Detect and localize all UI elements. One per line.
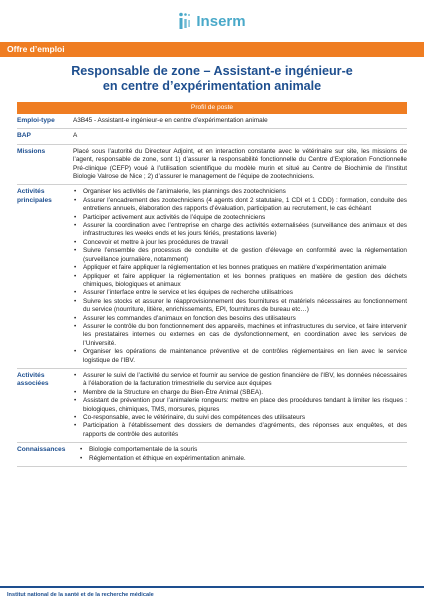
activites-associees-label: Activités associées	[17, 371, 49, 388]
offre-emploi-banner: Offre d’emploi	[0, 42, 424, 57]
list-item: • Appliquer et faire appliquer la réglementation et les bonnes pratiques en matière d’expérimentation animale	[73, 264, 407, 272]
list-item: • Assurer l’interface entre le service et les équipes de recherche utilisatrices	[73, 289, 407, 297]
title-line-2: en centre d’expérimentation animale	[102, 79, 322, 93]
list-item: • Concevoir et mettre à jour les procédures de travail	[73, 239, 407, 247]
list-item: • Suivre les stocks et assurer le réapprovisionnement des fournitures et matériels nécessaires au fonctionnement du service (nourriture, litière, enrichissements, EPI, fournitures de bureau etc…)	[73, 298, 407, 315]
list-item: • Suivre l’ensemble des processus de conduite et de gestion d’élevage en conformité avec la réglementation (surveillance journalière, notamment)	[73, 247, 407, 264]
profil-de-poste-header: Profil de poste	[17, 102, 407, 114]
connaissances-row	[17, 443, 407, 467]
logo-text: Inserm	[196, 12, 246, 30]
activites-associees-list	[73, 372, 407, 439]
emploi-type-value: A3B45 - Assistant-e ingénieur-e en centre d’expérimentation animale	[73, 117, 268, 124]
page-header	[0, 0, 424, 42]
inserm-dotted-i-icon	[178, 12, 192, 30]
inserm-logo	[178, 12, 245, 30]
list-item: • Réglementation et éthique en expérimentation animale.	[79, 455, 407, 463]
missions-label: Missions	[17, 147, 46, 155]
missions-row	[17, 145, 407, 186]
list-item: • Participer activement aux activités de l’équipe de zootechniciens	[73, 214, 407, 222]
emploi-type-label: Emploi-type	[17, 117, 55, 124]
bap-value: A	[73, 132, 78, 140]
list-item: • Biologie comportementale de la souris	[79, 446, 407, 454]
list-item: • Membre de la Structure en charge du Bien-Être Animal (SBEA).	[73, 389, 407, 397]
connaissances-list	[73, 446, 407, 463]
title-line-1: Responsable de zone – Assistant-e ingénieur-e	[71, 64, 353, 78]
page-title	[0, 64, 424, 94]
list-item: • Assurer le suivi de l’activité du service et fournir au service de gestion financière de l’IBV, les données nécessaires à l’élaboration de la facturation trimestrielle du service aux équipes	[73, 372, 407, 389]
footer-rule	[0, 586, 424, 588]
list-item: • Organiser les opérations de maintenance préventive et de contrôles réglementaires en lien avec le service logistique de l’IBV.	[73, 348, 407, 365]
list-item: • Assurer la coordination avec l’entreprise en charge des activités externalisées (surveillance des animaux et des infrastructures les weeks ends et les jours fériés, prestations laverie)	[73, 222, 407, 239]
activites-principales-list	[73, 188, 407, 365]
list-item: • Assistant de prévention pour l’animalerie rongeurs: mettre en place des procédures tendant à limiter les risques : biologiques, chimiques, TMS, morsures, piqures	[73, 397, 407, 414]
activites-associees-row	[17, 369, 407, 443]
page-footer	[0, 586, 424, 600]
missions-value: Placé sous l’autorité du Directeur Adjoint, et en interaction constante avec le vétérinaire sur site, les missions de l’agent, responsable de zone, sont 1) d’assurer la responsabilité fonctionnelle du Centre d’Exploration Fonctionnelle Pré-clinique (CEFP) voué à l’utilisation scientifique du modèle murin et situé au Centre de Biochimie de l’Institut Biologie Valrose de Nice ; 2) d’assurer le management de l’équipe de zootechniciens.	[73, 147, 407, 181]
emploi-type-row	[17, 114, 407, 129]
footer-text: Institut national de la santé et de la recherche médicale	[7, 591, 154, 598]
list-item: • Organiser les activités de l’animalerie, les plannings des zootechniciens	[73, 188, 407, 196]
list-item: • Appliquer et faire appliquer la réglementation et les bonnes pratiques en matière de gestion des déchets chimiques, biologiques et animaux	[73, 273, 407, 290]
list-item: • Assurer les commandes d’animaux en fonction des besoins des utilisateurs	[73, 315, 407, 323]
list-item: • Assurer l’encadrement des zootechniciens (4 agents dont 2 statutaire, 1 CDI et 1 CDD) : formation, conduite des entretiens annuels, élaboration des rapports d’évaluation, participation au recrutement, le cas échéant	[73, 197, 407, 214]
list-item: • Participation à l’établissement des dossiers de demandes d’agréments, des réponses aux enquêtes, et des rapports de contrôle des autorités	[73, 422, 407, 439]
list-item: • Assurer le contrôle du bon fonctionnement des appareils, machines et infrastructures du service, et faire intervenir les prestataires internes ou externes en cas de dysfonctionnement, en coordination avec les services de l’Université.	[73, 323, 407, 348]
connaissances-label: Connaissances	[17, 446, 66, 454]
activites-principales-row	[17, 185, 407, 369]
bap-label: BAP	[17, 132, 31, 140]
bap-row	[17, 129, 407, 144]
activites-principales-label: Activités principales	[17, 188, 52, 204]
list-item: • Co-responsable, avec le vétérinaire, du suivi des compétences des utilisateurs	[73, 414, 407, 422]
